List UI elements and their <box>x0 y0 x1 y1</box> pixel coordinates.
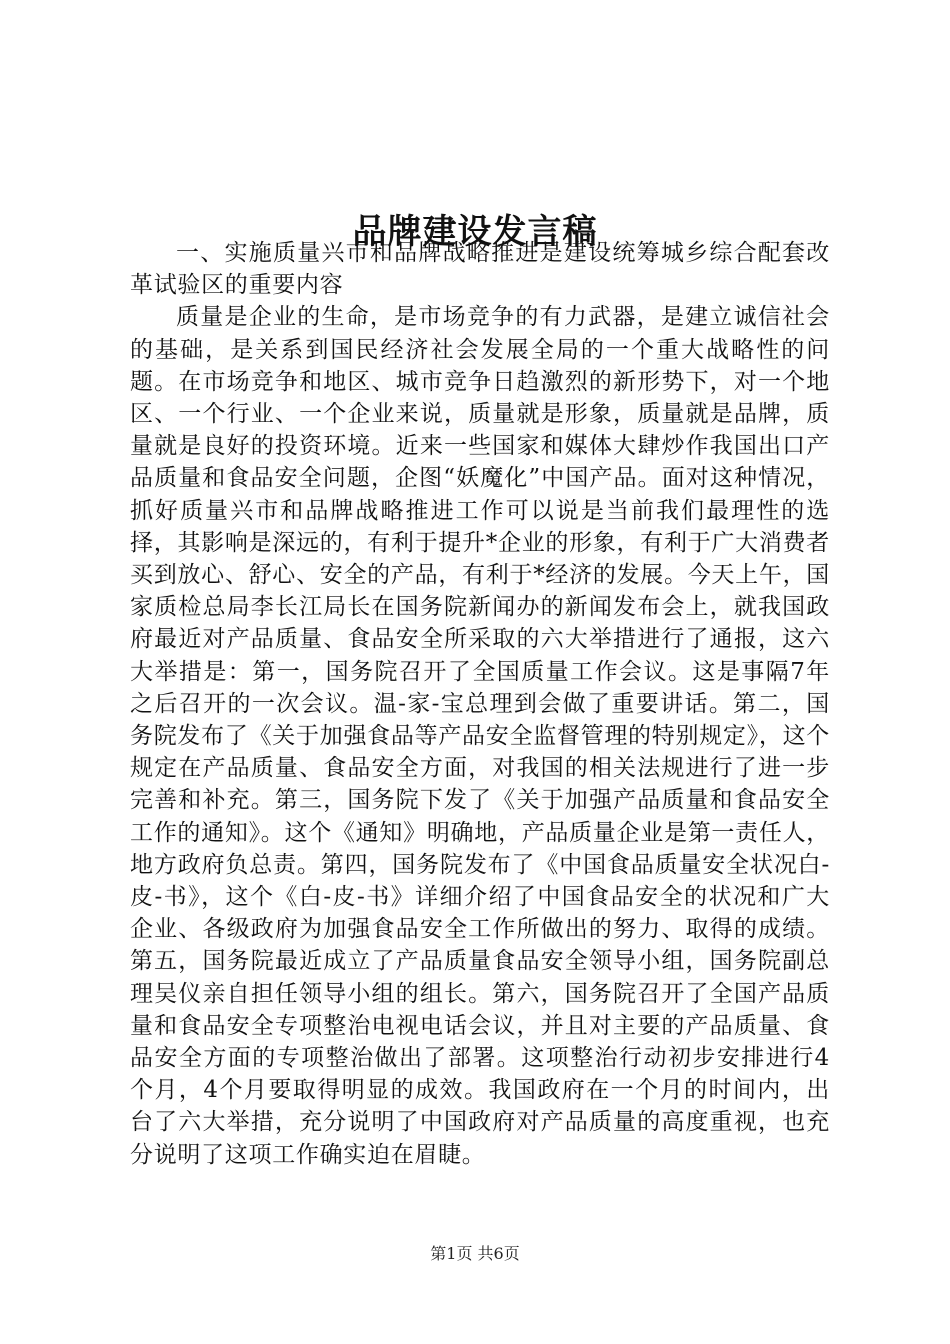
section-heading-paragraph: 一、实施质量兴市和品牌战略推进是建设统筹城乡综合配套改革试验区的重要内容 <box>130 240 830 299</box>
body-paragraph: 质量是企业的生命，是市场竞争的有力武器，是建立诚信社会的基础，是关系到国民经济社会发展全局的一个重大战略性的问题。在市场竞争和地区、城市竞争日趋激烈的新形势下，对一个地区、一个行业、一个企业来说，质量就是形象，质量就是品牌，质量就是良好的投资环境。近来一些国家和媒体大肆炒作我国出口产品质量和食品安全问题，企图“妖魔化”中国产品。面对这种情况，抓好质量兴市和品牌战略推进工作可以说是当前我们最理性的选择，其影响是深远的，有利于提升*企业的形象，有利于广大消费者买到放心、舒心、安全的产品，有利于*经济的发展。今天上午，国家质检总局李长江局长在国务院新闻办的新闻发布会上，就我国政府最近对产品质量、食品安全所采取的六大举措进行了通报，这六大举措是：第一，国务院召开了全国质量工作会议。这是事隔7年之后召开的一次会议。温-家-宝总理到会做了重要讲话。第二，国务院发布了《关于加强食品等产品安全监督管理的特别规定》，这个规定在产品质量、食品安全方面，对我国的相关法规进行了进一步完善和补充。第三，国务院下发了《关于加强产品质量和食品安全工作的通知》。这个《通知》明确地，产品质量企业是第一责任人，地方政府负总责。第四，国务院发布了《中国食品质量安全状况白-皮-书》，这个《白-皮-书》详细介绍了中国食品安全的状况和广大企业、各级政府为加强食品安全工作所做出的努力、取得的成绩。第五，国务院最近成立了产品质量食品安全领导小组，国务院副总理吴仪亲自担任领导小组的组长。第六，国务院召开了全国产品质量和食品安全专项整治电视电话会议，并且对主要的产品质量、食品安全方面的专项整治做出了部署。这项整治行动初步安排进行4个月，4个月要取得明显的成效。我国政府在一个月的时间内，出台了六大举措，充分说明了中国政府对产品质量的高度重视，也充分说明了这项工作确实迫在眉睫。 <box>130 304 830 1168</box>
document-body <box>130 237 830 1171</box>
document-title: 品牌建设发言稿 <box>352 211 598 252</box>
page-number-footer: 第1页 共6页 <box>430 1244 520 1263</box>
